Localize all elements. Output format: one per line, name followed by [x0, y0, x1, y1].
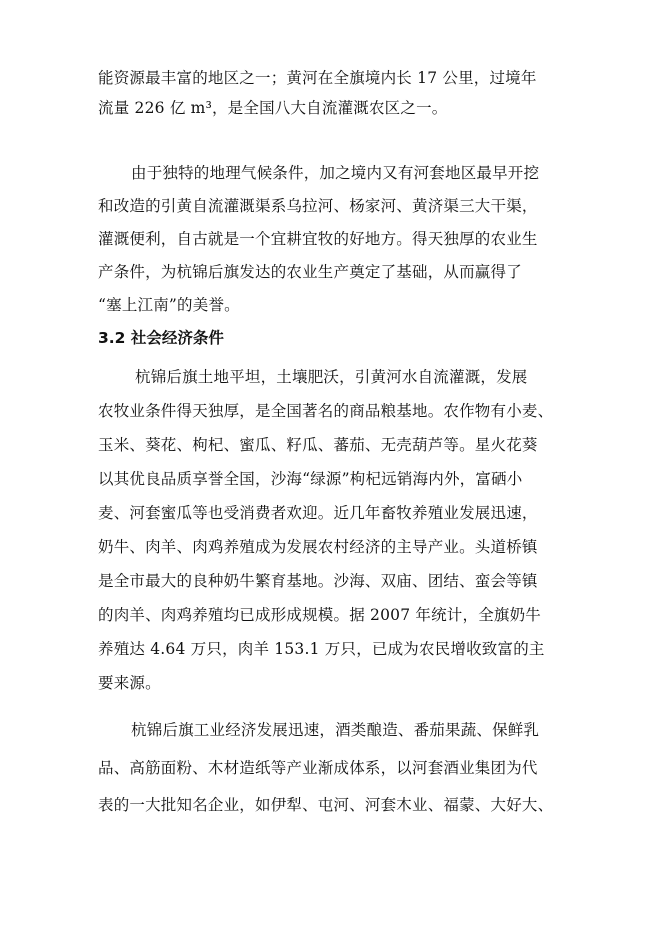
agriculture-line-10: 要来源。	[98, 674, 161, 692]
agriculture-line-6: 奶牛、肉羊、肉鸡养殖成为发展农村经济的主导产业。头道桥镇	[98, 538, 538, 556]
agriculture-line-5: 麦、河套蜜瓜等也受消费者欢迎。近几年畜牧养殖业发展迅速，	[98, 504, 538, 522]
agriculture-line-7: 是全市最大的良种奶牛繁育基地。沙海、双庙、团结、蛮会等镇	[98, 572, 538, 590]
agriculture-line-3: 玉米、葵花、枸杞、蜜瓜、籽瓜、蕃茄、无壳葫芦等。星火花葵	[98, 436, 538, 454]
irrigation-line-3: 灌溉便利，自古就是一个宜耕宜牧的好地方。得天独厚的农业生	[98, 230, 538, 248]
irrigation-line-1: 由于独特的地理气候条件，加之境内又有河套地区最早开挖	[131, 164, 540, 182]
irrigation-line-5: “塞上江南”的美誉。	[98, 296, 240, 314]
agriculture-line-1: 杭锦后旗土地平坦，土壤肥沃，引黄河水自流灌溉，发展	[135, 368, 528, 386]
irrigation-line-4: 产条件，为杭锦后旗发达的农业生产奠定了基础，从而赢得了	[98, 263, 522, 281]
industry-line-1: 杭锦后旗工业经济发展迅速，酒类酿造、番茄果蔬、保鲜乳	[131, 721, 540, 739]
agriculture-line-4: 以其优良品质享誉全国，沙海“绿源”枸杞远销海内外，富硒小	[98, 470, 523, 488]
agriculture-line-9: 养殖达 4.64 万只，肉羊 153.1 万只，已成为农民增收致富的主	[98, 640, 545, 658]
intro-line-2: 流量 226 亿 m³，是全国八大自流灌溉农区之一。	[98, 99, 448, 117]
agriculture-line-2: 农牧业条件得天独厚，是全国著名的商品粮基地。农作物有小麦、	[98, 402, 554, 420]
industry-line-3: 表的一大批知名企业，如伊犁、屯河、河套木业、福蒙、大好大、	[98, 796, 554, 814]
section-heading: 3.2 社会经济条件	[98, 329, 224, 347]
industry-line-2: 品、高筋面粉、木材造纸等产业渐成体系，以河套酒业集团为代	[98, 759, 538, 777]
irrigation-line-2: 和改造的引黄自流灌溉渠系乌拉河、杨家河、黄济渠三大干渠，	[98, 197, 538, 215]
intro-line-1: 能资源最丰富的地区之一；黄河在全旗境内长 17 公里，过境年	[98, 69, 537, 87]
agriculture-line-8: 的肉羊、肉鸡养殖均已成形成规模。据 2007 年统计，全旗奶牛	[98, 606, 542, 624]
